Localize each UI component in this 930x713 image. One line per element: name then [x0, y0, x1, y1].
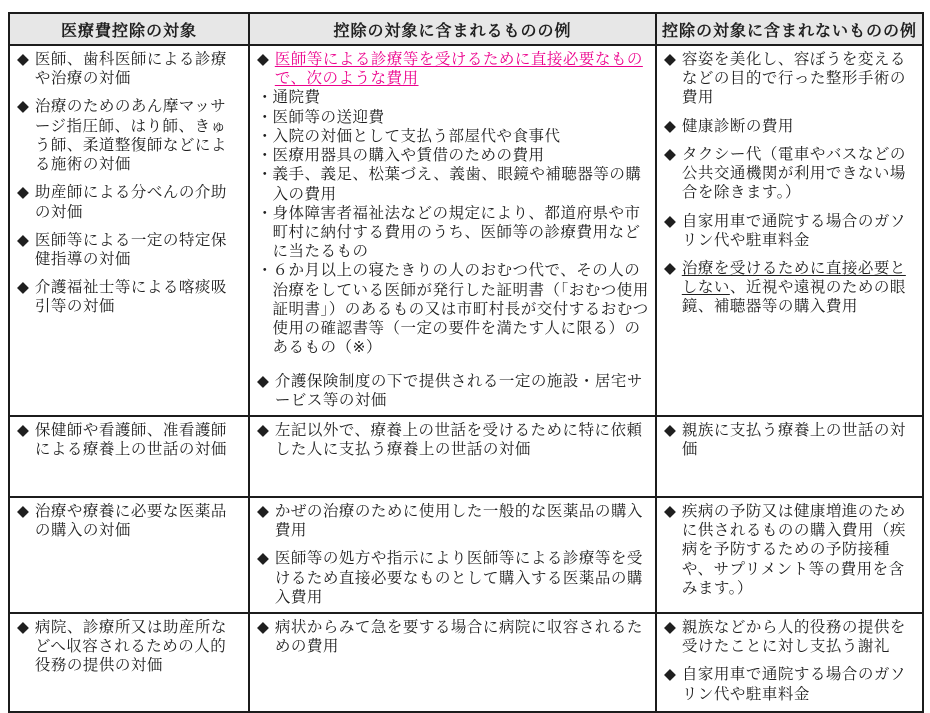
diamond-bullet: ◆ [664, 259, 677, 277]
diamond-bullet: ◆ [257, 502, 270, 520]
item-text: 親族に支払う療養上の世話の対価 [681, 421, 906, 459]
cell-included [249, 416, 656, 497]
item-text: かぜの治療のために使用した一般的な医薬品の購入費用 [274, 502, 643, 540]
dot-bullet: ・ [257, 127, 274, 145]
item-text: 医師等の送迎費 [272, 108, 385, 126]
cell-subject [9, 613, 249, 712]
diamond-bullet: ◆ [257, 372, 270, 390]
diamond-bullet: ◆ [257, 619, 270, 637]
table-row [9, 613, 923, 712]
item-text: 入院の対価として支払う部屋代や食事代 [272, 127, 561, 145]
cell-excluded [656, 497, 923, 613]
item-text: 保健師や看護師、准看護師による療養上の世話の対価 [34, 421, 227, 459]
diamond-bullet: ◆ [17, 231, 30, 249]
item-text: 通院費 [272, 89, 321, 107]
item-text: ６か月以上の寝たきりの人のおむつ代で、その人の治療をしている医師が発行した証明書（「おむつ使用証明書」）のあるもの又は市町村長が交付するおむつ使用の確認書等（一定の要件を満たす人に限る）のあるもの（※） [272, 262, 649, 357]
dot-bullet: ・ [257, 262, 274, 280]
item-text-rest: 、近視や遠視のための眼鏡、補聴器等の購入費用 [681, 279, 906, 316]
list-item [257, 421, 649, 459]
list-item [664, 212, 916, 250]
list-item [17, 502, 242, 540]
list-item [664, 665, 916, 703]
item-text: 健康診断の費用 [681, 117, 794, 135]
item-text: 病院、診療所又は助産所などへ収容されるための人的役務の提供の対価 [34, 619, 227, 675]
item-text: 義手、義足、松葉づえ、義歯、眼鏡や補聴器等の購入の費用 [272, 166, 642, 203]
item-text: 介護福祉士等による喀痰吸引等の対価 [34, 279, 227, 316]
dot-bullet: ・ [257, 166, 274, 184]
cell-subject [9, 497, 249, 613]
cell-included [249, 497, 656, 613]
diamond-bullet: ◆ [17, 51, 30, 68]
item-text: 医療用器具の購入や賃借のための費用 [272, 147, 545, 165]
item-text: タクシー代（電車やバスなどの公共交通機関が利用できない場合を除きます。） [681, 145, 906, 202]
list-item [17, 278, 242, 316]
cell-included [249, 613, 656, 712]
item-text: 医師等の処方や指示により医師等による診療等を受けるため直接必要なものとして購入する医薬品の購入費用 [274, 550, 643, 606]
list-item [257, 618, 649, 656]
list-item [257, 88, 649, 107]
table-row [9, 497, 923, 613]
table-row [9, 45, 923, 416]
diamond-bullet: ◆ [17, 421, 30, 439]
cell-subject [9, 45, 249, 416]
cell-included [249, 45, 656, 416]
item-text: 治療や療養に必要な医薬品の購入の対価 [34, 502, 227, 540]
list-item [664, 145, 916, 203]
item-text: 介護保険制度の下で提供される一定の施設・居宅サービス等の対価 [274, 372, 643, 409]
item-text: 医師等による一定の特定保健指導の対価 [34, 231, 227, 268]
list-item [257, 261, 649, 357]
list-item [664, 618, 916, 656]
diamond-bullet: ◆ [664, 212, 677, 230]
list-item [17, 97, 242, 174]
table-row [9, 416, 923, 497]
diamond-bullet: ◆ [17, 502, 30, 520]
diamond-bullet: ◆ [664, 145, 677, 163]
header-excluded-examples: 控除の対象に含まれないものの例 [656, 13, 923, 45]
diamond-bullet: ◆ [664, 421, 677, 439]
diamond-bullet: ◆ [17, 619, 30, 637]
item-text: 自家用車で通院する場合のガソリン代や駐車料金 [681, 212, 906, 249]
dot-bullet: ・ [257, 147, 274, 165]
item-text: 容姿を美化し、容ぼうを変えるなどの目的で行った整形手術の費用 [681, 51, 906, 107]
diamond-bullet: ◆ [257, 421, 270, 439]
item-text: 病状からみて急を要する場合に病院に収容されるための費用 [274, 619, 643, 656]
list-item [17, 183, 242, 221]
header-subject: 医療費控除の対象 [9, 13, 249, 45]
header-included-examples: 控除の対象に含まれるものの例 [249, 13, 656, 45]
diamond-bullet: ◆ [664, 619, 677, 637]
item-text: 身体障害者福祉法などの規定により、都道府県や市町村に納付する費用のうち、医師等の診療費用などに当たるもの [272, 204, 641, 261]
item-text: 助産師による分べんの介助の対価 [34, 184, 227, 221]
diamond-bullet: ◆ [257, 51, 270, 68]
list-item [257, 127, 649, 146]
diamond-bullet: ◆ [257, 550, 270, 568]
list-item [257, 502, 649, 540]
list-item [17, 421, 242, 459]
cell-excluded [656, 45, 923, 416]
list-item [17, 50, 242, 88]
list-item-highlighted [257, 50, 649, 88]
diamond-bullet: ◆ [664, 666, 677, 684]
list-item [664, 421, 916, 459]
item-text: 親族などから人的役務の提供を受けたことに対し支払う謝礼 [681, 619, 906, 656]
list-item [17, 618, 242, 676]
item-text: 医師、歯科医師による診療や治療の対価 [34, 51, 227, 88]
cell-excluded [656, 613, 923, 712]
item-text [682, 259, 916, 317]
list-item [257, 108, 649, 127]
dot-bullet: ・ [257, 108, 274, 126]
list-item [664, 50, 916, 108]
cell-subject [9, 416, 249, 497]
diamond-bullet: ◆ [664, 502, 677, 520]
item-text: 左記以外で、療養上の世話を受けるために特に依頼した人に支払う療養上の世話の対価 [274, 421, 643, 459]
medical-deduction-table [8, 12, 924, 713]
diamond-bullet: ◆ [664, 117, 677, 135]
cell-excluded [656, 416, 923, 497]
list-item [257, 549, 649, 607]
underlined-phrase: 治療を受けるために直接必要としない [681, 259, 906, 297]
list-item [257, 146, 649, 165]
item-text: 治療のためのあん摩マッサージ指圧師、はり師、きゅう師、柔道整復師などによる施術の対価 [34, 98, 227, 174]
list-item [17, 231, 242, 269]
item-text: 疾病の予防又は健康増進のために供されるものの購入費用（疾病を予防するための予防接種や、サプリメント等の費用を含みます。） [681, 502, 906, 597]
list-item [664, 259, 916, 317]
diamond-bullet: ◆ [17, 279, 30, 297]
item-text-highlighted: 医師等による診療等を受けるために直接必要なもので、次のような費用 [274, 51, 643, 88]
list-item [257, 165, 649, 203]
diamond-bullet: ◆ [17, 184, 30, 202]
list-item [257, 372, 649, 410]
diamond-bullet: ◆ [17, 98, 30, 116]
list-item [664, 502, 916, 598]
item-text: 自家用車で通院する場合のガソリン代や駐車料金 [681, 666, 906, 703]
list-item [664, 117, 916, 136]
list-item [257, 204, 649, 262]
dot-bullet: ・ [257, 89, 274, 107]
header-row [9, 13, 923, 45]
dot-bullet: ・ [257, 204, 274, 222]
diamond-bullet: ◆ [664, 51, 677, 68]
